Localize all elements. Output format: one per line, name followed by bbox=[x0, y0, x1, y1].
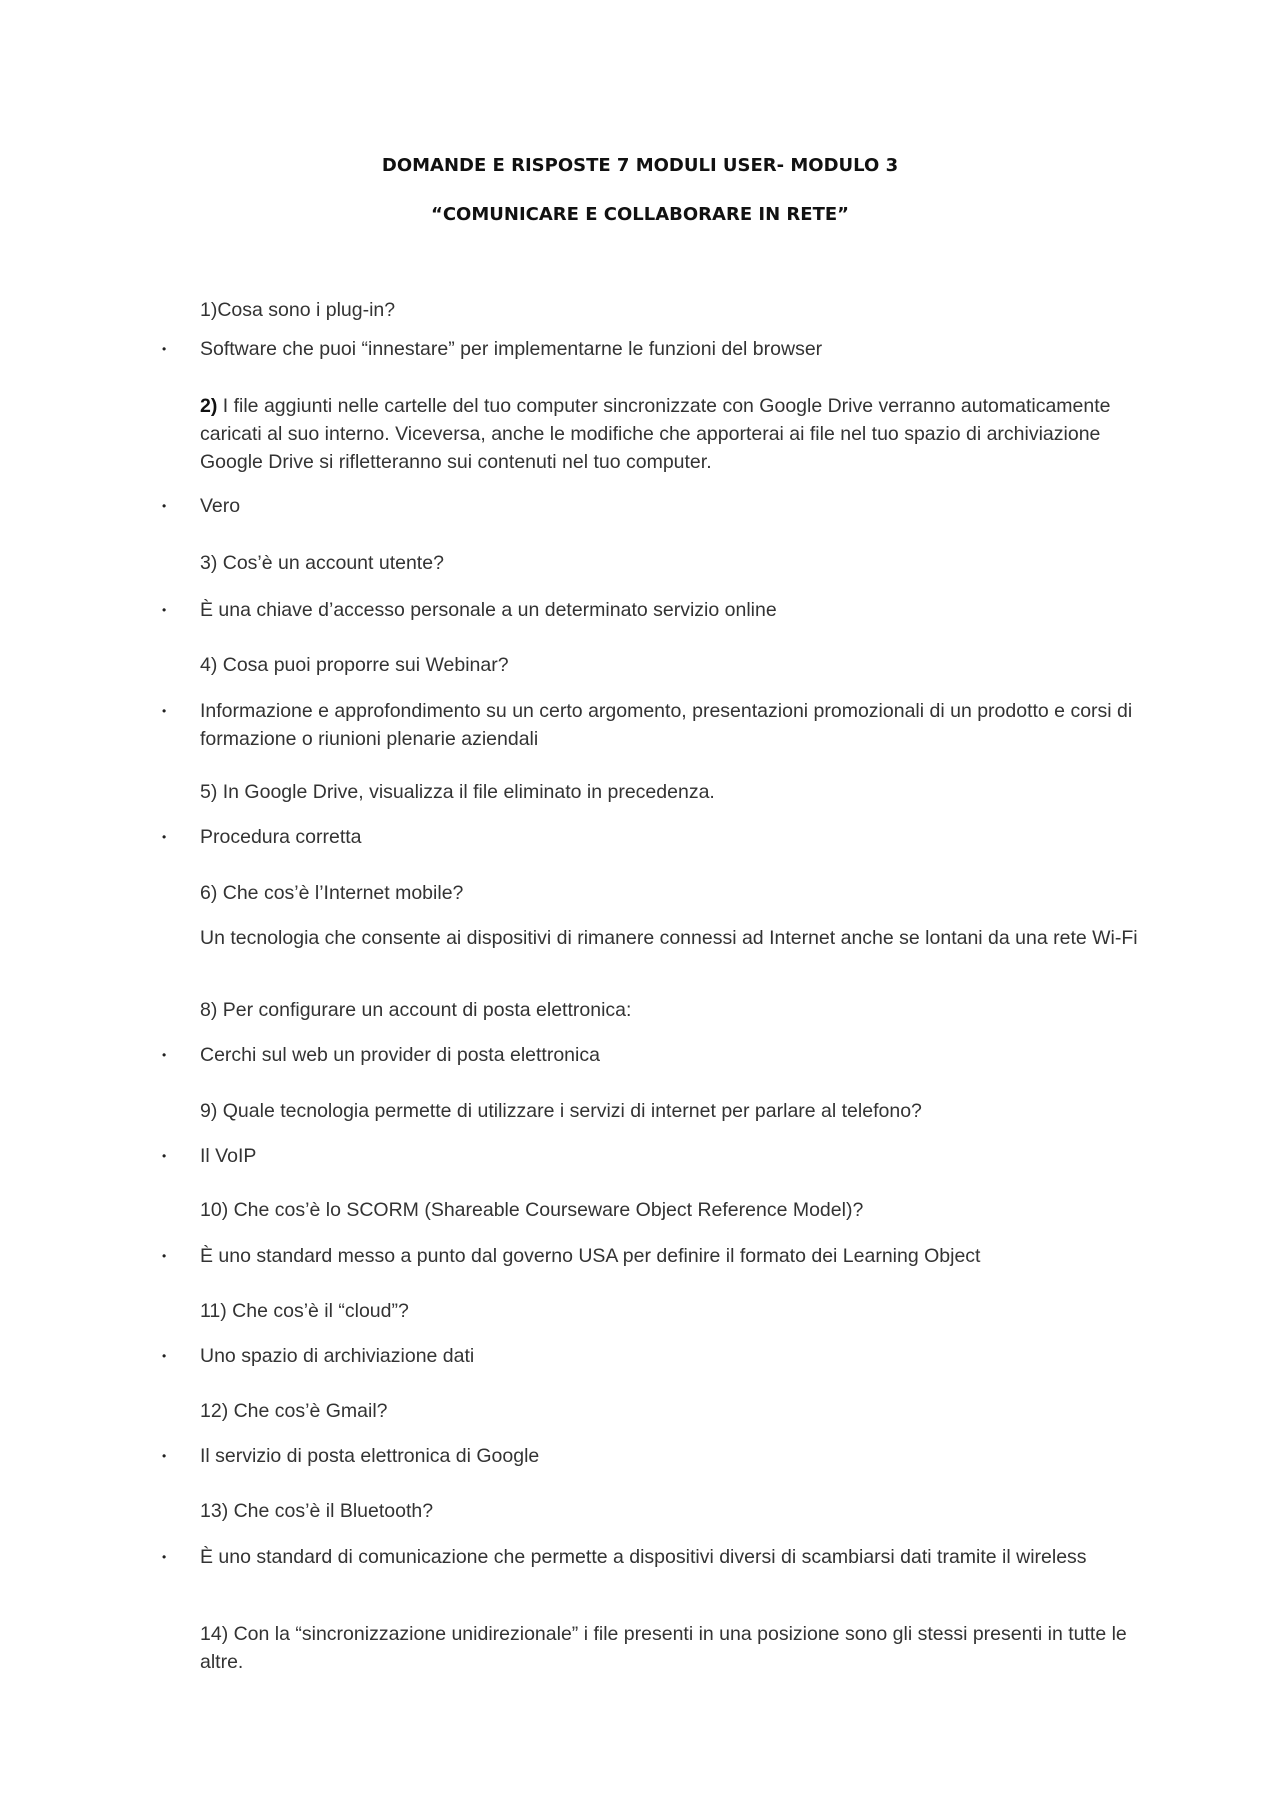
bullet-icon: • bbox=[162, 1550, 167, 1564]
question-8: 8) Per configurare un account di posta elettronica: bbox=[200, 999, 632, 1021]
question-6: 6) Che cos’è l’Internet mobile? bbox=[200, 882, 464, 904]
answer-9: Il VoIP bbox=[200, 1145, 257, 1167]
document-title: DOMANDE E RISPOSTE 7 MODULI USER- MODULO 3 bbox=[381, 155, 899, 176]
bullet-icon: • bbox=[162, 499, 167, 513]
answer-6: Un tecnologia che consente ai dispositivi di rimanere connessi ad Internet anche se lontani da una rete Wi-Fi bbox=[200, 927, 1138, 949]
document-subtitle: “COMUNICARE E COLLABORARE IN RETE” bbox=[431, 204, 849, 225]
question-2-text: I file aggiunti nelle cartelle del tuo computer sincronizzate con Google Drive verranno automaticamente caricati al suo interno. Viceversa, anche le modifiche che apporterai ai file nel tuo spazio di archiviazione Google Drive si rifletteranno sui contenuti nel tuo computer. bbox=[200, 395, 1111, 473]
bullet-icon: • bbox=[162, 704, 167, 718]
answer-2: Vero bbox=[200, 495, 241, 517]
question-10: 10) Che cos’è lo SCORM (Shareable Courseware Object Reference Model)? bbox=[200, 1199, 864, 1221]
bullet-icon: • bbox=[162, 1048, 167, 1062]
bullet-icon: • bbox=[162, 342, 167, 356]
bullet-icon: • bbox=[162, 1149, 167, 1163]
bullet-icon: • bbox=[162, 1249, 167, 1263]
question-13: 13) Che cos’è il Bluetooth? bbox=[200, 1500, 434, 1522]
question-3: 3) Cos’è un account utente? bbox=[200, 552, 444, 574]
question-4: 4) Cosa puoi proporre sui Webinar? bbox=[200, 654, 509, 676]
bullet-icon: • bbox=[162, 603, 167, 617]
answer-11: Uno spazio di archiviazione dati bbox=[200, 1345, 475, 1367]
bullet-icon: • bbox=[162, 830, 167, 844]
answer-8: Cerchi sul web un provider di posta elettronica bbox=[200, 1044, 600, 1066]
answer-3: È una chiave d’accesso personale a un determinato servizio online bbox=[200, 599, 777, 621]
question-1: 1)Cosa sono i plug-in? bbox=[200, 299, 396, 321]
answer-5: Procedura corretta bbox=[200, 826, 362, 848]
answer-13: È uno standard di comunicazione che permette a dispositivi diversi di scambiarsi dati tramite il wireless bbox=[200, 1546, 1087, 1568]
question-9: 9) Quale tecnologia permette di utilizzare i servizi di internet per parlare al telefono? bbox=[200, 1100, 922, 1122]
answer-1: Software che puoi “innestare” per implementarne le funzioni del browser bbox=[200, 338, 823, 360]
question-2 bbox=[200, 392, 1160, 476]
question-14: 14) Con la “sincronizzazione unidirezionale” i file presenti in una posizione sono gli stessi presenti in tutte le altre. bbox=[200, 1623, 1127, 1673]
question-2-number: 2) bbox=[200, 395, 218, 417]
answer-4: Informazione e approfondimento su un certo argomento, presentazioni promozionali di un prodotto e corsi di formazione o riunioni plenarie aziendali bbox=[200, 700, 1133, 750]
bullet-icon: • bbox=[162, 1449, 167, 1463]
question-5: 5) In Google Drive, visualizza il file eliminato in precedenza. bbox=[200, 781, 715, 803]
answer-10: È uno standard messo a punto dal governo USA per definire il formato dei Learning Object bbox=[200, 1245, 981, 1267]
question-12: 12) Che cos’è Gmail? bbox=[200, 1400, 388, 1422]
question-11: 11) Che cos’è il “cloud”? bbox=[200, 1300, 409, 1322]
bullet-icon: • bbox=[162, 1349, 167, 1363]
answer-12: Il servizio di posta elettronica di Google bbox=[200, 1445, 540, 1467]
